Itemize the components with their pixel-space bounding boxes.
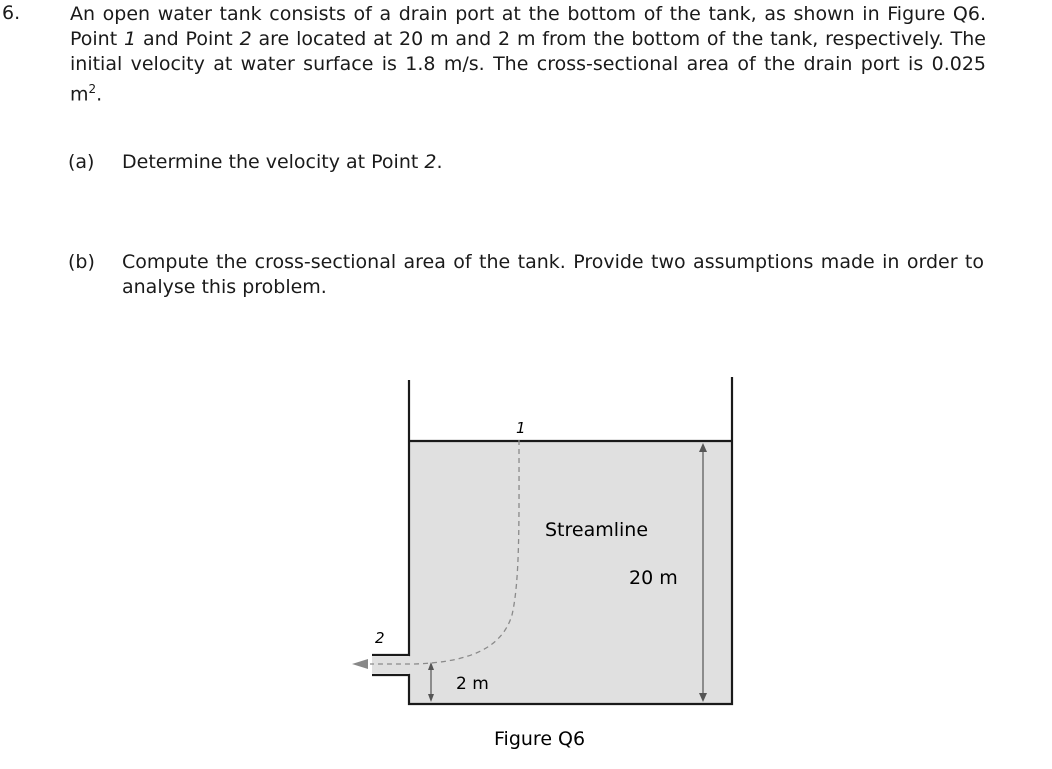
point-1-label: 1 <box>516 419 526 437</box>
height-label: 20 m <box>629 567 678 589</box>
part-b-text: Compute the cross-sectional area of the tank. Provide two assumptions made in order to analyse this problem. <box>122 251 984 298</box>
stem-point-2: 2 <box>239 28 252 50</box>
stem-text-4: . <box>96 83 103 106</box>
streamline-label: Streamline <box>545 519 649 541</box>
part-a-text-2: . <box>436 151 443 173</box>
stem-superscript: 2 <box>88 82 97 96</box>
part-a-label: (a) <box>68 151 95 173</box>
outlet-height-label: 2 m <box>456 674 489 694</box>
part-b-label: (b) <box>68 251 95 273</box>
part-a-point: 2 <box>424 151 437 173</box>
figure-caption: Figure Q6 <box>494 728 586 750</box>
streamline-arrowhead <box>352 659 368 669</box>
stem-text-2: and Point <box>136 28 240 50</box>
outlet-water <box>372 657 409 673</box>
part-a-text-1: Determine the velocity at Point <box>122 151 425 173</box>
stem-text-3: are located at 20 m and 2 m from the bottom of the tank, respectively. The initial velocity at water surface is 1.8 m/s. The cross-sectional area of the drain port is 0.025 m <box>70 28 986 106</box>
point-2-label: 2 <box>375 629 385 647</box>
water-body <box>409 441 732 704</box>
stem-point-1: 1 <box>124 28 137 50</box>
stem-text-1: An open water tank consists of a drain port at the bottom of the tank, as shown in Figure Q6. Point <box>70 3 986 50</box>
question-number: 6. <box>2 2 21 24</box>
